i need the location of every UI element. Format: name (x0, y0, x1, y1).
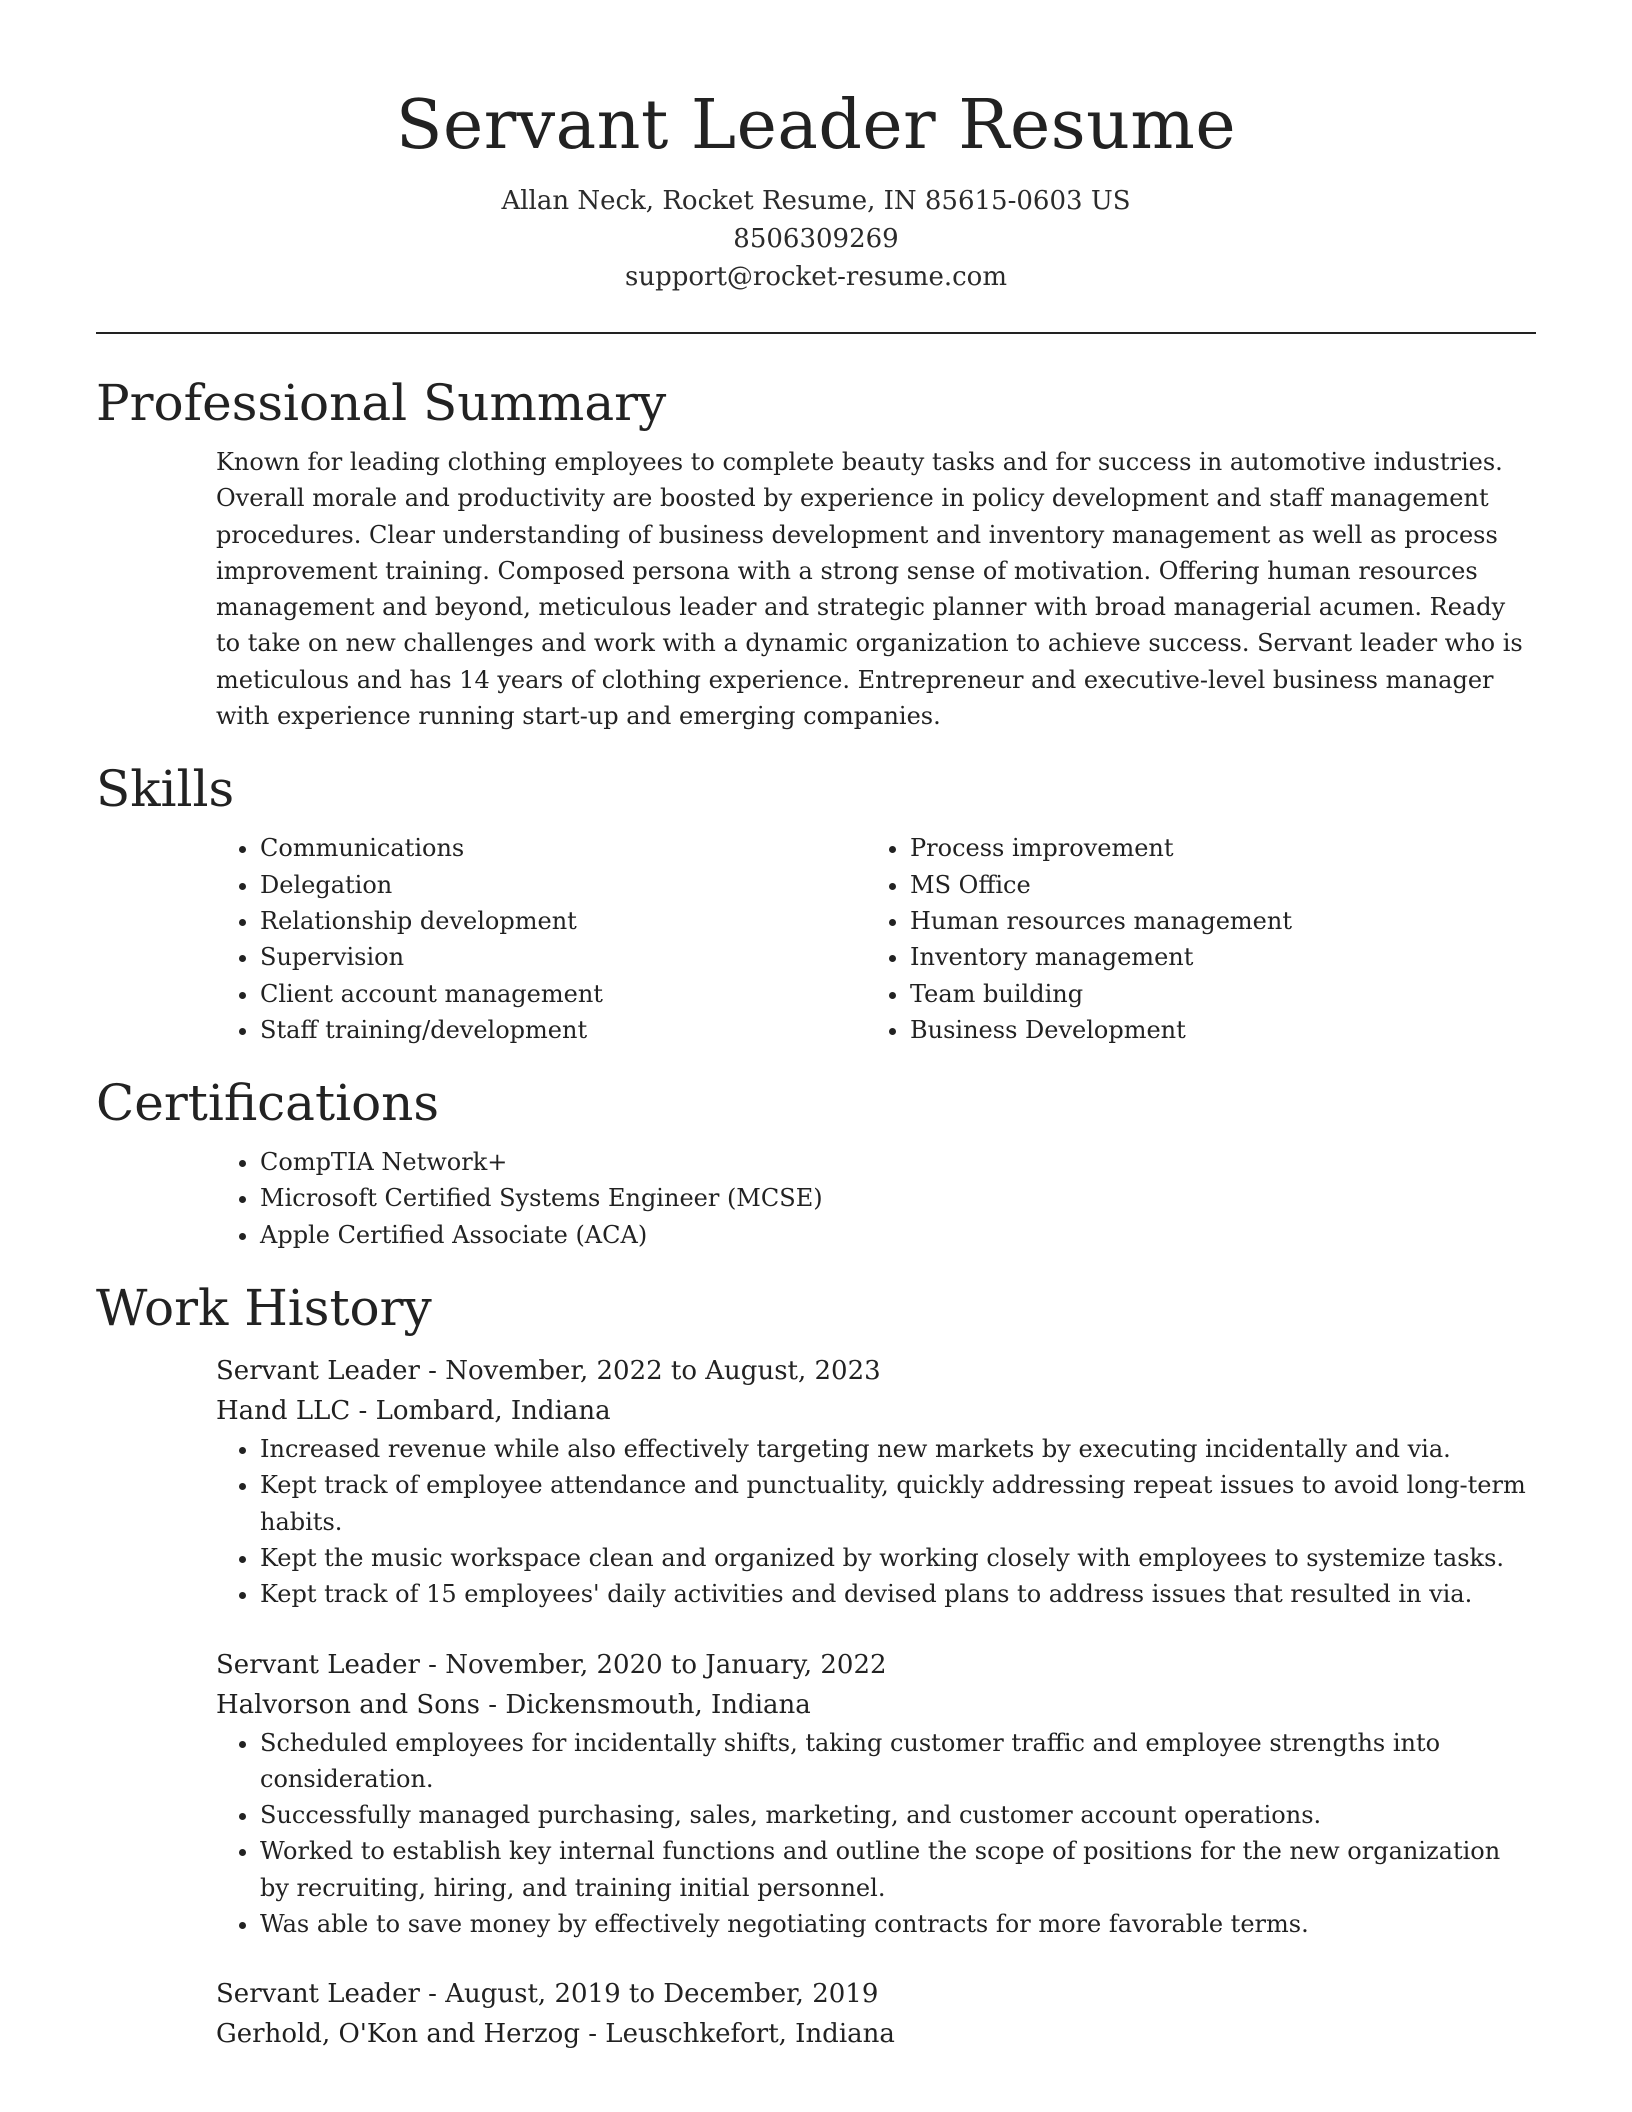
contact-phone: 8506309269 (733, 224, 899, 254)
job-dates: August, 2019 to December, 2019 (445, 1979, 879, 2010)
job-location: Dickensmouth, Indiana (505, 1689, 811, 1720)
job-title-line: Servant Leader - November, 2020 to January, 2022 (216, 1649, 887, 1680)
skill-item: • Relationship development (260, 903, 866, 939)
job-title: Servant Leader (216, 1979, 420, 2010)
job-bullet: • Kept the music workspace clean and organized by working closely with employees to systemize tasks. (260, 1540, 1536, 1576)
skill-item: • Process improvement (910, 830, 1516, 866)
skill-item: • Client account management (260, 976, 866, 1012)
certifications-heading: Certifications (96, 1074, 440, 1133)
skills-grid (216, 830, 1536, 1048)
skill-item: • MS Office (910, 867, 1516, 903)
job-bullet: • Was able to save money by effectively negotiating contracts for more favorable terms. (260, 1906, 1536, 1942)
job-title-line: Servant Leader - August, 2019 to December, 2019 (216, 1979, 879, 2010)
contact-email: support@rocket-resume.com (624, 262, 1007, 292)
certifications-list (216, 1144, 1536, 1253)
certification-item: • CompTIA Network+ (260, 1144, 1536, 1180)
certifications-section (96, 1070, 1536, 1253)
skills-heading: Skills (96, 760, 235, 819)
job-company-line: Hand LLC - Lombard, Indiana (216, 1396, 611, 1427)
header-divider (96, 332, 1536, 334)
skill-item: • Staff training/development (260, 1012, 866, 1048)
job-company: Hand LLC (216, 1396, 351, 1427)
job-location: Leuschkefort, Indiana (605, 2019, 895, 2050)
skill-item: • Human resources management (910, 903, 1516, 939)
job-bullet: • Scheduled employees for incidentally shifts, taking customer traffic and employee strengths into consideration. (260, 1725, 1536, 1798)
skills-column-right (866, 830, 1516, 1048)
job-bullet: • Increased revenue while also effectively targeting new markets by executing incidentally and via. (260, 1431, 1536, 1467)
job-bullets (216, 1725, 1536, 1943)
skill-item: • Supervision (260, 939, 866, 975)
job-location: Lombard, Indiana (375, 1396, 611, 1427)
contact-address: Allan Neck, Rocket Resume, IN 85615-0603 US (501, 186, 1131, 216)
job-title-line: Servant Leader - November, 2022 to August, 2023 (216, 1356, 881, 1387)
resume-title: Servant Leader Resume (395, 86, 1237, 165)
work-history-section (96, 1275, 1536, 2054)
summary-text: Known for leading clothing employees to complete beauty tasks and for success in automotive industries. Overall morale and productivity are boosted by experience in policy development and staff management procedures. Clear understanding of business development and inventory management as well as process improvement training. Composed persona with a strong sense of motivation. Offering human resources management and beyond, meticulous leader and strategic planner with broad managerial acumen. Ready to take on new challenges and work with a dynamic organization to achieve success. Servant leader who is meticulous and has 14 years of clothing experience. Entrepreneur and executive-level business manager with experience running start-up and emerging companies. (216, 448, 1523, 731)
job-bullet: • Worked to establish key internal functions and outline the scope of positions for the new organization by recruiting, hiring, and training initial personnel. (260, 1833, 1536, 1906)
job-company-line: Halvorson and Sons - Dickensmouth, Indiana (216, 1689, 811, 1720)
job-entry (216, 1351, 1536, 1612)
job-dates: November, 2020 to January, 2022 (445, 1649, 887, 1680)
job-dates: November, 2022 to August, 2023 (445, 1356, 881, 1387)
skills-section (96, 756, 1536, 1048)
job-entry (216, 1645, 1536, 1943)
skills-column-left (216, 830, 866, 1048)
skill-item: • Delegation (260, 867, 866, 903)
job-company: Halvorson and Sons (216, 1689, 480, 1720)
summary-section (96, 370, 1536, 734)
job-company: Gerhold, O'Kon and Herzog (216, 2019, 580, 2050)
skill-item: • Team building (910, 976, 1516, 1012)
work-history-heading: Work History (96, 1279, 432, 1338)
job-bullet: • Kept track of 15 employees' daily activities and devised plans to address issues that resulted in via. (260, 1576, 1536, 1612)
job-title: Servant Leader (216, 1356, 420, 1387)
job-bullet: • Kept track of employee attendance and punctuality, quickly addressing repeat issues to avoid long-term habits. (260, 1467, 1536, 1540)
summary-heading: Professional Summary (96, 374, 667, 432)
job-company-line: Gerhold, O'Kon and Herzog - Leuschkefort, Indiana (216, 2019, 895, 2050)
contact-info (0, 182, 1632, 296)
job-title: Servant Leader (216, 1649, 420, 1680)
resume-header (0, 0, 1632, 296)
skill-item: • Business Development (910, 1012, 1516, 1048)
certification-item: • Microsoft Certified Systems Engineer (MCSE) (260, 1180, 1536, 1216)
job-bullets (216, 1431, 1536, 1612)
job-bullet: • Successfully managed purchasing, sales, marketing, and customer account operations. (260, 1797, 1536, 1833)
skill-item: • Inventory management (910, 939, 1516, 975)
job-entry (216, 1974, 1536, 2054)
skill-item: • Communications (260, 830, 866, 866)
certification-item: • Apple Certified Associate (ACA) (260, 1217, 1536, 1253)
